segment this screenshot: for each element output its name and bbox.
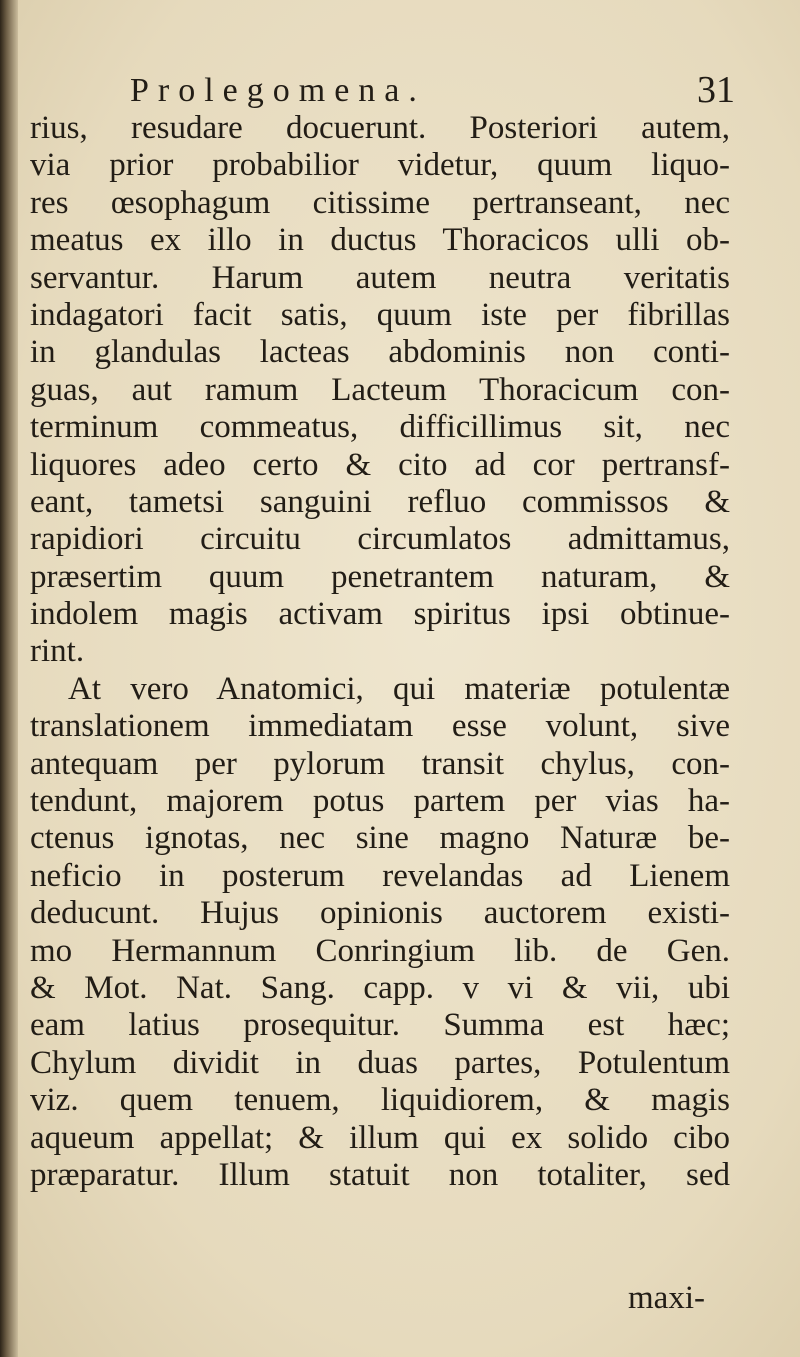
text-line: viz. quem tenuem, liquidiorem, & magis (30, 1082, 730, 1119)
text-line: eam latius prosequitur. Summa est hæc; (30, 1007, 730, 1044)
text-line: tendunt, majorem potus partem per vias ha- (30, 783, 730, 820)
text-line: præsertim quum penetrantem naturam, & (30, 558, 730, 595)
text-line: meatus ex illo in ductus Thoracicos ulli ob- (30, 222, 730, 259)
text-line: guas, aut ramum Lacteum Thoracicum con- (30, 371, 730, 408)
text-line: servantur. Harum autem neutra veritatis (30, 259, 730, 296)
text-line: ctenus ignotas, nec sine magno Naturæ be- (30, 820, 730, 857)
running-title: Prolegomena. (130, 72, 426, 109)
text-line: eant, tametsi sanguini refluo commissos & (30, 483, 730, 520)
text-line: deducunt. Hujus opinionis auctorem existi- (30, 895, 730, 932)
text-line: res œsophagum citissime pertranseant, nec (30, 184, 730, 221)
text-line: via prior probabilior videtur, quum liquo- (30, 147, 730, 184)
text-line: rius, resudare docuerunt. Posteriori autem, (30, 110, 730, 146)
text-line: indagatori facit satis, quum iste per fibrillas (30, 296, 730, 333)
body-text (30, 110, 730, 1194)
paragraph-start-line: At vero Anatomici, qui materiæ potulentæ (68, 670, 730, 707)
catchword: maxi- (628, 1280, 705, 1316)
text-line: terminum commeatus, difficillimus sit, nec (30, 409, 730, 446)
text-line: rapidiori circuitu circumlatos admittamus, (30, 521, 730, 558)
text-line: rint. (30, 633, 85, 670)
text-line: neficio in posterum revelandas ad Lienem (30, 857, 730, 894)
page-number: 31 (697, 69, 735, 111)
text-line: mo Hermannum Conringium lib. de Gen. (30, 932, 730, 969)
text-line: antequam per pylorum transit chylus, con- (30, 745, 730, 782)
text-line: translationem immediatam esse volunt, sive (30, 708, 730, 745)
text-line: & Mot. Nat. Sang. capp. v vi & vii, ubi (30, 969, 730, 1006)
text-line: indolem magis activam spiritus ipsi obtinue- (30, 596, 730, 633)
text-line: in glandulas lacteas abdominis non conti- (30, 334, 730, 371)
text-line: Chylum dividit in duas partes, Potulentum (30, 1044, 730, 1081)
text-line: liquores adeo certo & cito ad cor pertransf- (30, 446, 730, 483)
text-line: præparatur. Illum statuit non totaliter, sed (30, 1156, 730, 1193)
binding-edge (0, 0, 18, 1357)
text-line: aqueum appellat; & illum qui ex solido cibo (30, 1119, 730, 1156)
